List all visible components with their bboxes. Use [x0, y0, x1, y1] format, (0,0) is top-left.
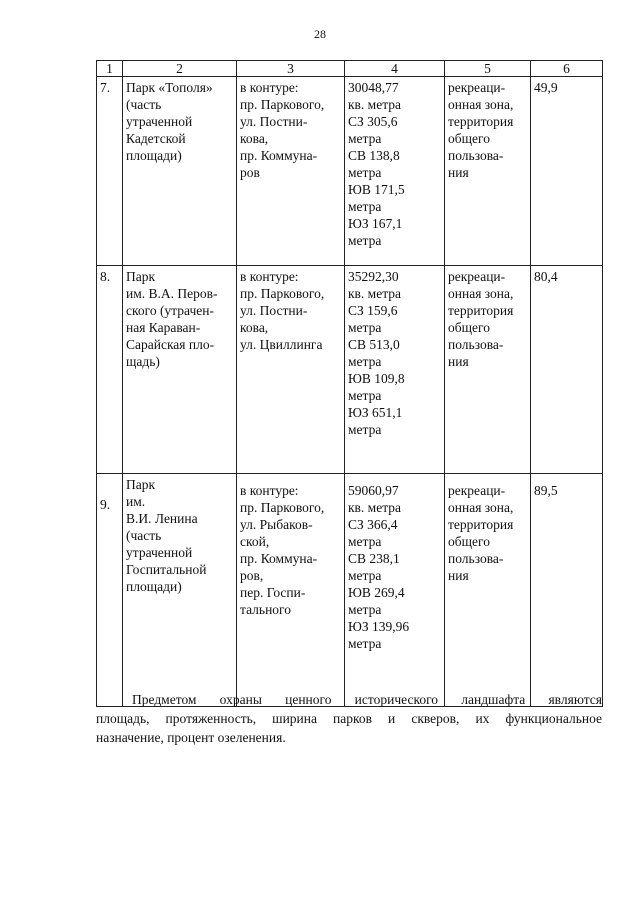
name-line: им. В.А. Перов- [126, 286, 218, 301]
area-line: ЮЗ 139,96 [348, 619, 410, 634]
table-row [97, 266, 603, 474]
park-name-cell [123, 77, 237, 266]
name-line: им. [126, 494, 146, 509]
purpose-line: ния [448, 165, 469, 180]
name-line: площади) [126, 579, 182, 594]
area-line: СВ 138,8 [348, 148, 400, 163]
purpose-line: общего [448, 534, 490, 549]
name-line: утраченной [126, 114, 193, 129]
location-line: ул. Рыбаков- [240, 517, 313, 532]
purpose-line: общего [448, 320, 490, 335]
location-line: в контуре: [240, 269, 299, 284]
location-line: пр. Коммуна- [240, 551, 318, 566]
area-line: кв. метра [348, 500, 402, 515]
location-line: пр. Коммуна- [240, 148, 318, 163]
park-name-cell [123, 266, 237, 474]
name-line: В.И. Ленина [126, 511, 198, 526]
purpose-line: общего [448, 131, 490, 146]
area-line: метра [348, 636, 382, 651]
location-line: в контуре: [240, 80, 299, 95]
footer-paragraph [96, 690, 602, 747]
area-line: метра [348, 388, 382, 403]
location-line: кова, [240, 131, 269, 146]
location-line: ров [240, 165, 260, 180]
purpose-line: ния [448, 568, 469, 583]
table-header-row [97, 61, 603, 77]
area-line: метра [348, 534, 382, 549]
location-line: тального [240, 602, 291, 617]
area-line: метра [348, 165, 382, 180]
purpose-line: онная зона, [448, 500, 514, 515]
name-line: Парк [126, 269, 156, 284]
area-line: метра [348, 422, 382, 437]
park-name-cell [123, 474, 237, 707]
page-number: 28 [314, 27, 326, 41]
parks-table [96, 60, 603, 707]
name-line: Парк [126, 477, 156, 492]
area-cell [345, 266, 445, 474]
header-col-6: 6 [531, 61, 603, 77]
purpose-line: территория [448, 517, 514, 532]
footer-line: Предметом охраны ценного исторического ландшафта являются [132, 692, 602, 707]
name-line: Парк «Тополя» [126, 80, 213, 95]
area-line: метра [348, 320, 382, 335]
name-line: площади) [126, 148, 182, 163]
area-line: метра [348, 568, 382, 583]
area-line: ЮВ 171,5 [348, 182, 405, 197]
area-line: метра [348, 233, 382, 248]
purpose-line: рекреаци- [448, 269, 506, 284]
area-line: СЗ 305,6 [348, 114, 398, 129]
area-line: кв. метра [348, 97, 402, 112]
area-line: СЗ 366,4 [348, 517, 398, 532]
header-col-5: 5 [445, 61, 531, 77]
area-line: СЗ 159,6 [348, 303, 398, 318]
location-line: в контуре: [240, 483, 299, 498]
greening-percent: 80,4 [531, 266, 603, 474]
header-col-3: 3 [237, 61, 345, 77]
greening-percent: 49,9 [531, 77, 603, 266]
area-line: кв. метра [348, 286, 402, 301]
purpose-line: территория [448, 114, 514, 129]
name-line: утраченной [126, 545, 193, 560]
location-line: ров, [240, 568, 264, 583]
location-line: пер. Госпи- [240, 585, 306, 600]
location-line: ул. Цвиллинга [240, 337, 323, 352]
name-line: щадь) [126, 354, 160, 369]
name-line: Кадетской [126, 131, 186, 146]
header-col-1: 1 [97, 61, 123, 77]
area-line: метра [348, 602, 382, 617]
purpose-line: пользова- [448, 148, 504, 163]
footer-line: назначение, процент озеленения. [96, 730, 286, 745]
area-line: ЮВ 109,8 [348, 371, 405, 386]
greening-percent: 89,5 [531, 474, 603, 707]
purpose-cell [445, 77, 531, 266]
purpose-line: рекреаци- [448, 483, 506, 498]
purpose-line: онная зона, [448, 286, 514, 301]
purpose-line: онная зона, [448, 97, 514, 112]
area-line: метра [348, 131, 382, 146]
table-row [97, 474, 603, 707]
area-line: 30048,77 [348, 80, 399, 95]
name-line: ная Караван- [126, 320, 201, 335]
area-line: метра [348, 354, 382, 369]
purpose-line: рекреаци- [448, 80, 506, 95]
header-col-4: 4 [345, 61, 445, 77]
table-row [97, 77, 603, 266]
location-line: ской, [240, 534, 270, 549]
location-cell [237, 77, 345, 266]
area-cell [345, 474, 445, 707]
area-line: СВ 238,1 [348, 551, 400, 566]
location-line: пр. Паркового, [240, 97, 325, 112]
name-line: Сарайская пло- [126, 337, 215, 352]
name-line: Госпитальной [126, 562, 207, 577]
location-cell [237, 474, 345, 707]
area-line: 35292,30 [348, 269, 399, 284]
purpose-line: ния [448, 354, 469, 369]
area-line: ЮВ 269,4 [348, 585, 405, 600]
row-number: 9. [97, 474, 123, 707]
header-col-2: 2 [123, 61, 237, 77]
area-cell [345, 77, 445, 266]
purpose-cell [445, 474, 531, 707]
row-number: 8. [97, 266, 123, 474]
purpose-line: пользова- [448, 337, 504, 352]
location-line: пр. Паркового, [240, 500, 325, 515]
area-line: ЮЗ 651,1 [348, 405, 403, 420]
purpose-cell [445, 266, 531, 474]
location-cell [237, 266, 345, 474]
area-line: 59060,97 [348, 483, 399, 498]
area-line: метра [348, 199, 382, 214]
row-number: 7. [97, 77, 123, 266]
location-line: кова, [240, 320, 269, 335]
name-line: (часть [126, 97, 162, 112]
location-line: пр. Паркового, [240, 286, 325, 301]
purpose-line: территория [448, 303, 514, 318]
name-line: ского (утрачен- [126, 303, 214, 318]
footer-line: площадь, протяженность, ширина парков и скверов, их функциональное [96, 711, 602, 726]
area-line: СВ 513,0 [348, 337, 400, 352]
purpose-line: пользова- [448, 551, 504, 566]
location-line: ул. Постни- [240, 114, 308, 129]
area-line: ЮЗ 167,1 [348, 216, 403, 231]
location-line: ул. Постни- [240, 303, 308, 318]
name-line: (часть [126, 528, 162, 543]
